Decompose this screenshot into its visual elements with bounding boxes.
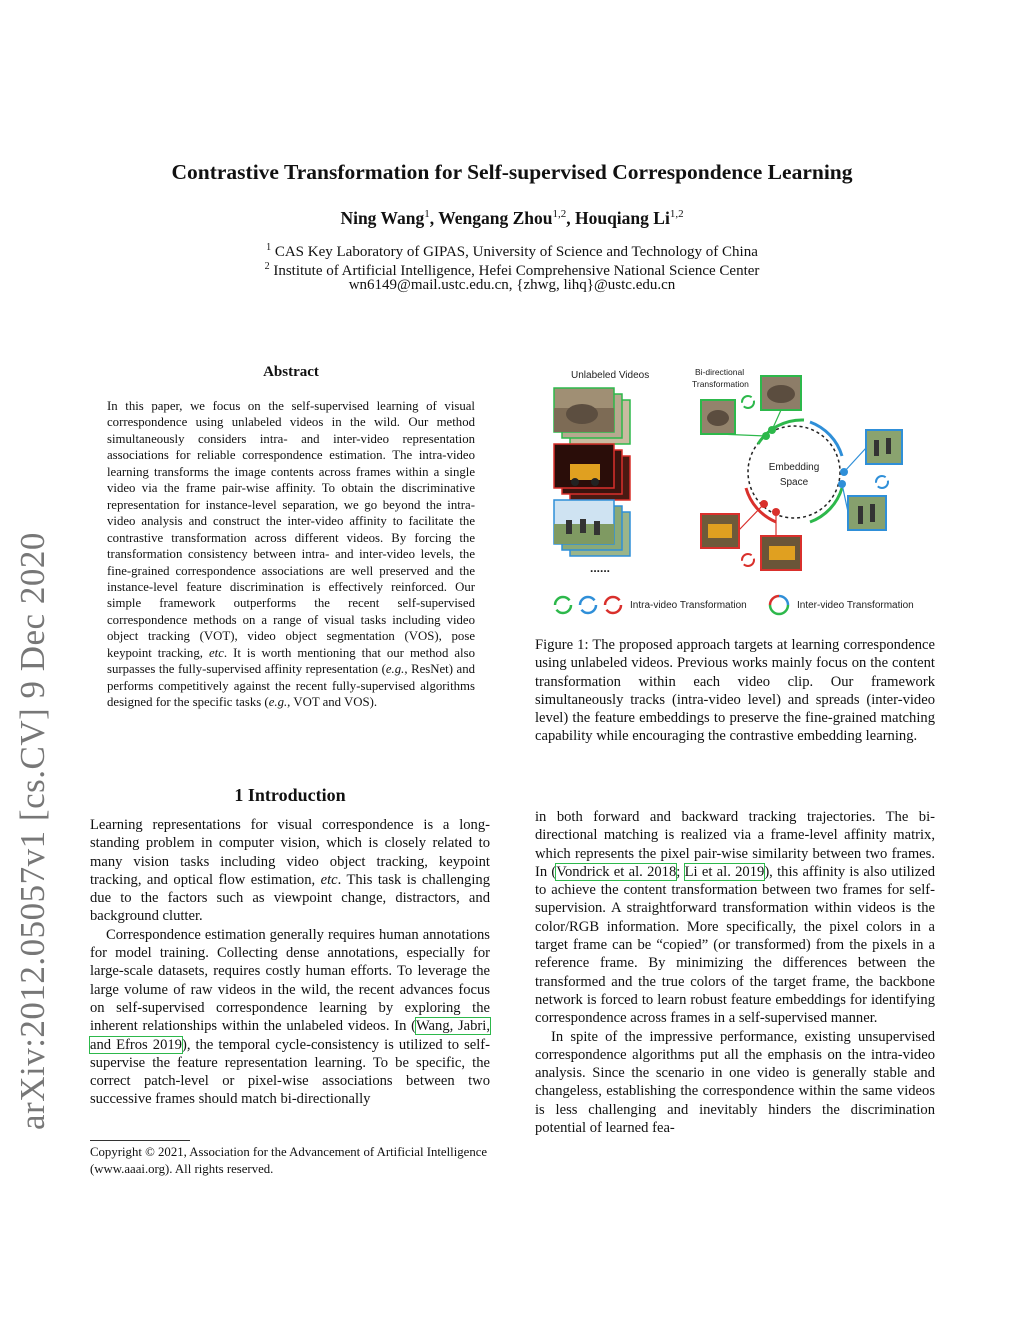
label-space: Space — [779, 477, 809, 488]
author-list — [0, 208, 1024, 229]
intro-text: Learning representations for visual correspondence is a long-standing problem in computer vision, which is closely related to many vision tasks including video object tracking, keypoint tracking, and optical flow estimation, — [90, 817, 490, 888]
thumbnail-elephant-1 — [701, 400, 735, 434]
figure-1-diagram — [548, 364, 928, 626]
author-sup: 1,2 — [552, 208, 567, 221]
video-stack-zebra — [554, 500, 630, 556]
affiliation-text: Institute of Artificial Intelligence, Hefei Comprehensive National Science Center — [269, 263, 760, 279]
abstract-text: In this paper, we focus on the self-supervised learning of visual correspondence using unlabeled videos in the wild. Our method simultaneously considers intra- and inter-video representation associations for reliable correspondence estimation. The intra-video learning transforms the image contents across frames within a single video via the frame pair-wise affinity. To obtain the discriminative representation for instance-level separation, we go beyond the intra-video analysis and construct the inter-video affinity to facilitate the contrastive transformation across different videos. By forcing the transformation consistency between intra- and inter-video levels, the fine-grained correspondence associations are well preserved and the instance-level feature discrimination is effectively reinforced. Our simple framework outperforms the recent self-supervised correspondence methods on a range of visual tasks including video object tracking (VOT), video object segmentation (VOS), pose keypoint tracking, — [107, 399, 475, 660]
video-stack-elephant — [554, 388, 630, 444]
label-bidirectional: Bi-directional — [695, 367, 745, 377]
abstract-heading: Abstract — [263, 364, 319, 380]
intro-paragraph-1 — [90, 816, 490, 926]
author-name: Wengang Zhou — [438, 208, 553, 228]
arxiv-stamp: arXiv:2012.05057v1 [cs.CV] 9 Dec 2020 — [13, 532, 52, 1130]
section-heading-introduction: 1 Introduction — [234, 785, 346, 805]
right-paragraph-1 — [535, 808, 935, 1028]
label-transformation: Transformation — [692, 379, 749, 389]
figure-1-caption: Figure 1: The proposed approach targets at learning correspondence using unlabeled videos. Previous works mainly focus on the content transformation within each video clip. Our framework simultaneously tracks (intra-video level) and spreads (inter-video level) the feature embeddings to preserve the fine-grained matching capability while encouraging the contrastive embedding learning. — [535, 637, 935, 745]
citation-link[interactable]: Wang, Jabri, and Efros 2019 — [90, 1018, 490, 1053]
citation-link[interactable]: Vondrick et al. 2018 — [556, 863, 677, 880]
affiliation-sup: 1 — [266, 242, 272, 253]
intro-etc: etc — [320, 871, 338, 888]
affiliation-sup: 2 — [264, 261, 270, 272]
citation-link[interactable]: Li et al. 2019 — [684, 863, 765, 880]
paper-title: Contrastive Transformation for Self-supervised Correspondence Learning — [171, 160, 853, 184]
label-embedding: Embedding — [768, 462, 820, 473]
thumbnail-zebra-1 — [866, 430, 902, 464]
abstract-etc: etc — [208, 645, 224, 660]
author-sup: 1,2 — [669, 208, 684, 221]
intro-right-column — [535, 808, 935, 1137]
legend-intra — [555, 597, 747, 613]
citation-sep: ; — [676, 863, 685, 880]
body-text: in both forward and backward tracking trajectories. The bi-directional matching is realized via a frame-level affinity matrix, which represents the pixel pair-wise similarity between two frames. In ( — [535, 809, 935, 880]
cycle-icon — [876, 476, 888, 488]
figure-1 — [548, 364, 928, 626]
intro-text: . This task is challenging due to the factors such as viewpoint change, distractors, and background clutter. — [90, 871, 491, 925]
abstract-text: . It is worth mentioning that our method also surpasses the fully-supervised affinity representation ( — [107, 645, 475, 677]
legend-intra-label: Intra-video Transformation — [630, 600, 747, 611]
label-more-videos: ...... — [590, 561, 611, 575]
thumbnail-elephant-2 — [761, 376, 801, 410]
author-name: Ning Wang — [340, 208, 425, 228]
legend-inter — [770, 596, 914, 614]
thumbnail-car-2 — [761, 536, 801, 570]
label-unlabeled-videos: Unlabeled Videos — [571, 370, 650, 381]
copyright-footnote: Copyright © 2021, Association for the Advancement of Artificial Intelligence (www.aaai.org). All rights reserved. — [90, 1145, 488, 1176]
abstract-eg: e.g. — [268, 695, 288, 710]
abstract-eg: e.g. — [385, 662, 405, 677]
thumbnail-zebra-2 — [848, 496, 886, 530]
body-text: ), this affinity is also utilized to achieve the content transformation between two frames for self-supervision. A straightforward transformation within videos is the color/RGB information. More specifically, the pixel colors in a target frame can be “copied” (or transformed) from the pixels in a reference frame. By minimizing the differences between the transformed and the true colors of the target frame, the backbone network is forced to learn robust feature embeddings for identifying correspondence across frames in a self-supervised manner. — [535, 863, 935, 1027]
footnote-rule — [90, 1140, 190, 1141]
abstract-text: , VOT and VOS). — [287, 695, 378, 710]
thumbnail-car-1 — [701, 514, 739, 548]
legend-inter-label: Inter-video Transformation — [797, 600, 914, 611]
arc-green — [758, 420, 804, 444]
intro-text: ), the temporal cycle-consistency is utilized to self-supervise the feature representation learning. To be specific, the correct patch-level or pixel-wise associations between two successive frames should match bi-directionally — [90, 1036, 490, 1108]
affiliation-text: CAS Key Laboratory of GIPAS, University of Science and Technology of China — [271, 244, 758, 260]
author-sup: 1 — [424, 208, 430, 221]
intro-paragraph-2 — [90, 926, 490, 1109]
intro-left-column — [90, 816, 490, 1109]
video-stack-car — [554, 444, 630, 500]
author-name: Houqiang Li — [574, 208, 670, 228]
intro-text: Correspondence estimation generally requires human annotations for model training. Collecting dense annotations, especially for large-scale datasets, requires costly human efforts. To leverage the large volume of raw videos in the wild, the recent advances focus on self-supervised correspondence learning by exploring the inherent relationships within the unlabeled videos. In ( — [90, 926, 490, 1035]
author-sep: , — [566, 208, 575, 228]
cycle-icon — [742, 554, 754, 566]
arc-blue — [810, 422, 842, 456]
right-paragraph-2: In spite of the impressive performance, existing unsupervised correspondence algorithms put all the emphasis on the intra-video analysis. Since the scenario in one video is generally stable and changeless, establishing the correspondence within the same videos is less challenging and inevitably hinders the discrimination potential of learned fea- — [535, 1028, 935, 1137]
author-sep: , — [429, 208, 439, 228]
abstract-body — [107, 398, 475, 711]
author-emails: wn6149@mail.ustc.edu.cn, {zhwg, lihq}@ustc.edu.cn — [348, 277, 676, 293]
cycle-icon — [742, 396, 754, 408]
abstract-text: , ResNet) and performs competitively against the recent fully-supervised algorithms designed for the specific tasks ( — [107, 662, 475, 710]
